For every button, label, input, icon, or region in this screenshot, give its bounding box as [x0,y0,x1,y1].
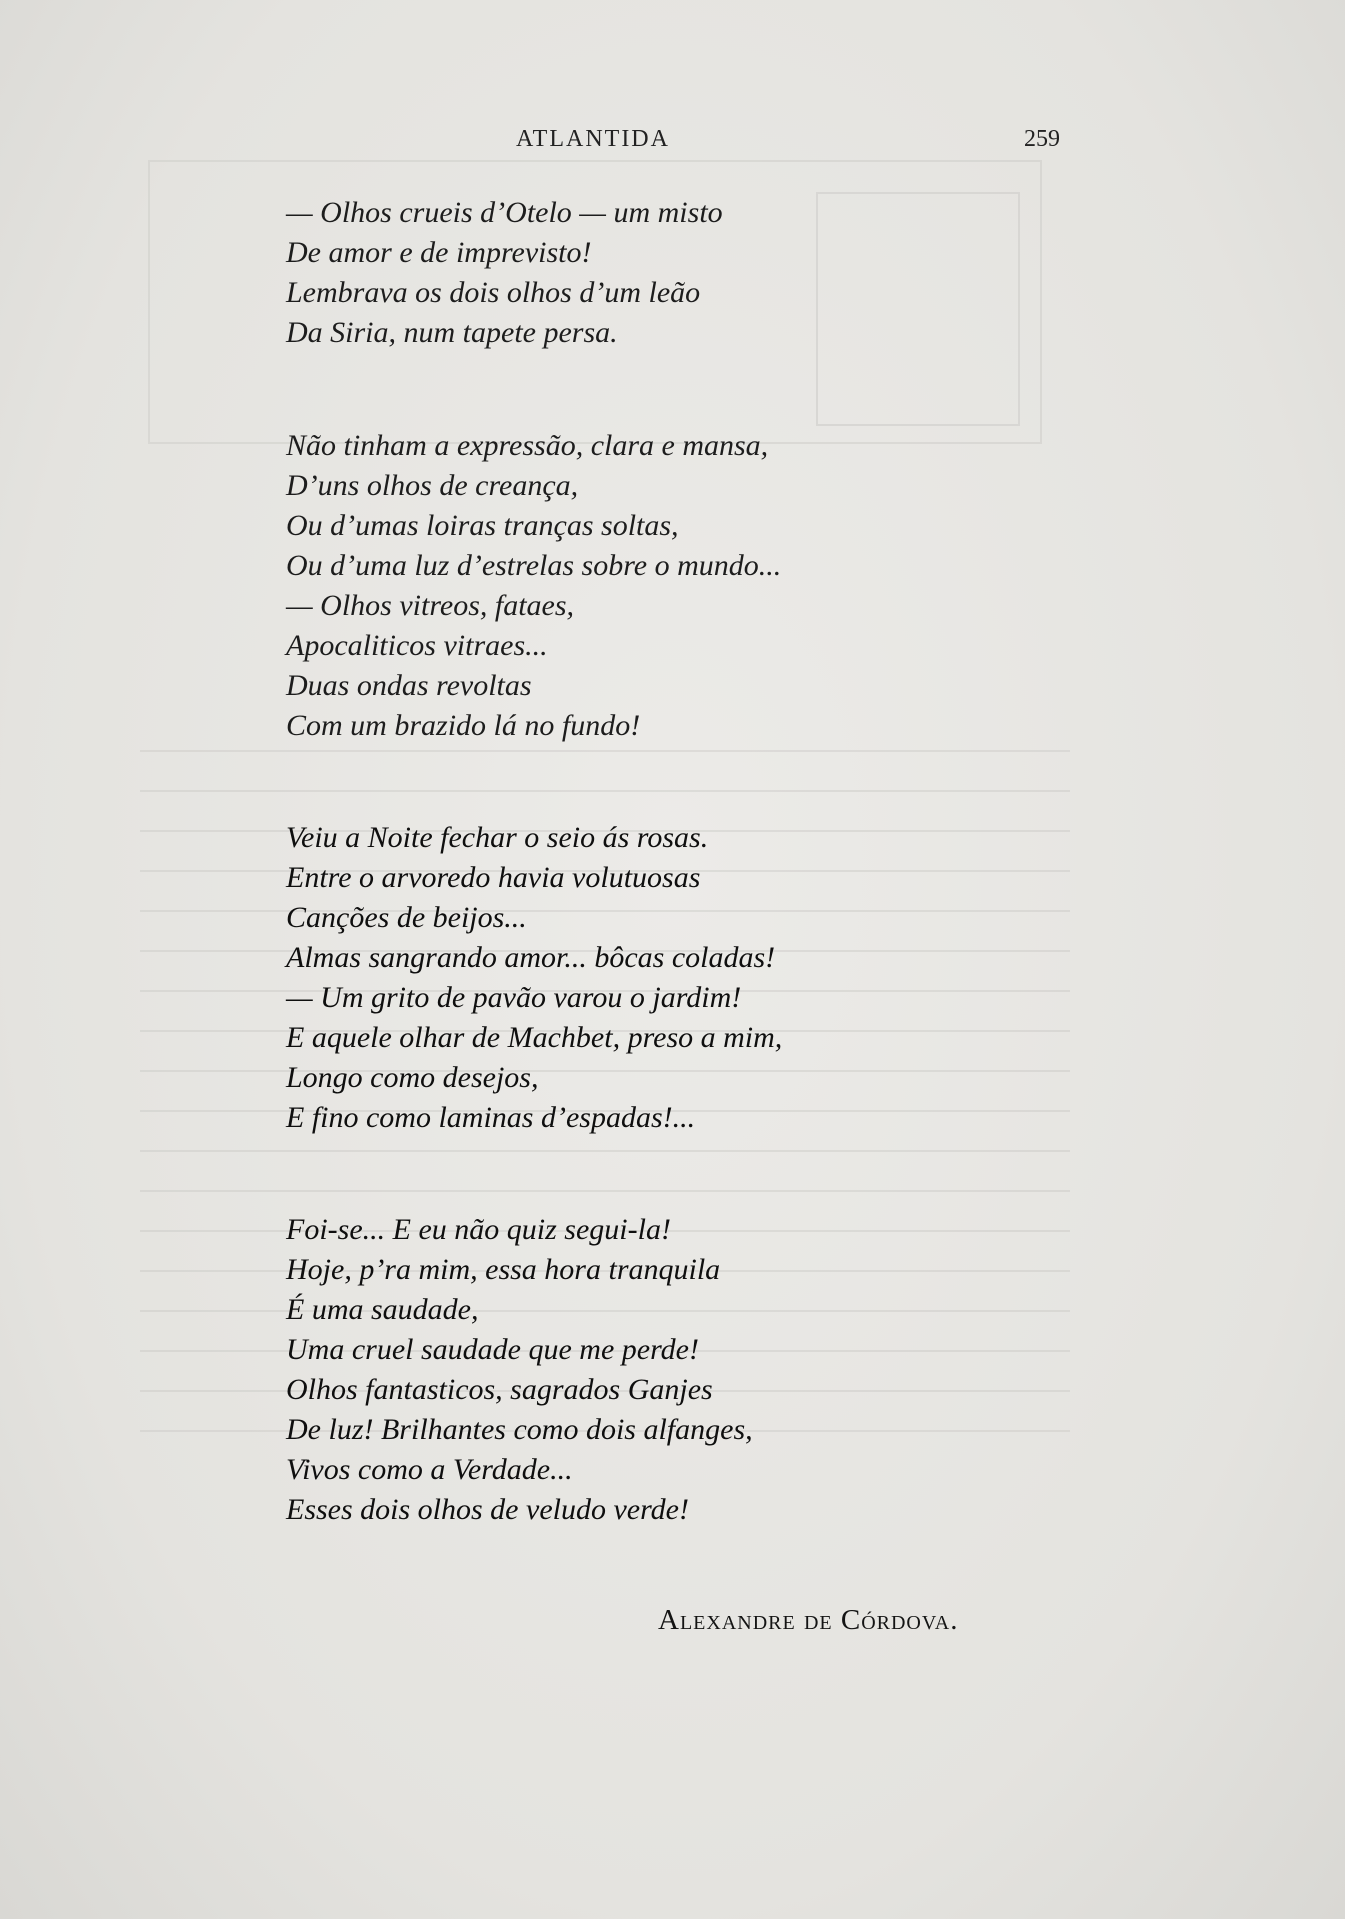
poem-line: Lembrava os dois olhos d’um leão [286,276,701,309]
page-header [0,126,1345,156]
poem-line: — Olhos crueis d’Otelo — um misto [286,196,723,229]
poem-line: Veiu a Noite fechar o seio ás rosas. [286,821,709,854]
poem-line: Foi-se... E eu não quiz segui-la! [286,1213,671,1246]
poem-line: Com um brazido lá no fundo! [286,709,641,742]
stanza-4 [286,1210,1086,1530]
poem-line: Entre o arvoredo havia volutuosas [286,861,701,894]
poem-line: E aquele olhar de Machbet, preso a mim, [286,1021,783,1054]
poem-line: É uma saudade, [286,1293,479,1326]
poem-line: Duas ondas revoltas [286,669,532,702]
poem-line: Não tinham a expressão, clara e mansa, [286,429,769,462]
poem-line: — Um grito de pavão varou o jardim! [286,981,742,1014]
poem-line: Da Siria, num tapete persa. [286,316,618,349]
running-title: ATLANTIDA [516,126,670,152]
poem-line: De luz! Brilhantes como dois alfanges, [286,1413,753,1446]
poem [286,193,1086,1530]
author-signature: Alexandre de Córdova. [658,1604,959,1636]
poem-line: Vivos como a Verdade... [286,1453,573,1486]
poem-line: Ou d’umas loiras tranças soltas, [286,509,679,542]
poem-line: E fino como laminas d’espadas!... [286,1101,696,1134]
poem-line: Uma cruel saudade que me perde! [286,1333,699,1366]
poem-line: Longo como desejos, [286,1061,539,1094]
stanza-1 [286,193,1086,353]
poem-line: Hoje, p’ra mim, essa hora tranquila [286,1253,721,1286]
poem-line: Ou d’uma luz d’estrelas sobre o mundo... [286,549,782,582]
stanza-2 [286,426,1086,746]
poem-line: De amor e de imprevisto! [286,236,592,269]
poem-line: Olhos fantasticos, sagrados Ganjes [286,1373,713,1406]
poem-line: Esses dois olhos de veludo verde! [286,1493,689,1526]
poem-line: Almas sangrando amor... bôcas coladas! [286,941,776,974]
page-number: 259 [1024,126,1060,152]
poem-line: Apocaliticos vitraes... [286,629,548,662]
poem-line: — Olhos vitreos, fataes, [286,589,575,622]
poem-line: D’uns olhos de creança, [286,469,579,502]
poem-line: Canções de beijos... [286,901,527,934]
stanza-3 [286,818,1086,1138]
